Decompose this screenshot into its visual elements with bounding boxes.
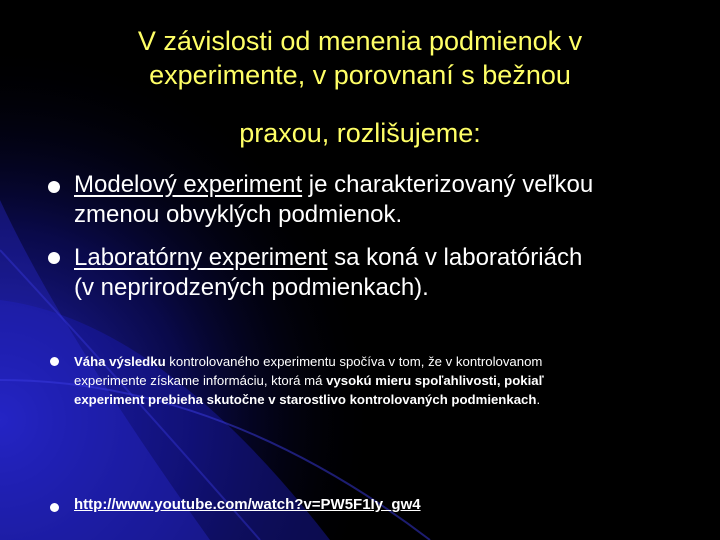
bullet-dot xyxy=(48,252,60,264)
body-text: kontrolovaného experimentu spočíva v tom, že v kontrolovanom xyxy=(165,354,543,369)
title-line-1: V závislosti od menenia podmienok v xyxy=(137,26,583,56)
bold-text: experiment prebieha skutočne v starostlivo kontrolovaných podmienkach xyxy=(74,392,537,407)
bullet-dot xyxy=(50,357,59,366)
body-text: experimente získame informáciu, ktorá má xyxy=(74,373,327,388)
bullet-text: zmenou obvyklých podmienok. xyxy=(74,201,403,228)
term-lab-experiment: Laboratórny experiment xyxy=(74,244,328,271)
body-text: . xyxy=(536,392,541,407)
bullet-text: (v neprirodzených podmienkach). xyxy=(74,274,429,301)
term-model-experiment: Modelový experiment xyxy=(74,171,303,198)
title-line-3: praxou, rozlišujeme: xyxy=(239,118,481,148)
bullet-result-weight xyxy=(74,352,674,409)
bullet-text: je charakterizovaný veľkou xyxy=(302,171,594,198)
bullet-dot xyxy=(48,181,60,193)
bullet-text: sa koná v laboratóriách xyxy=(327,244,583,271)
slide-title xyxy=(40,24,680,92)
youtube-link[interactable]: http://www.youtube.com/watch?v=PW5F1Iy_gw4 xyxy=(74,496,421,513)
bullet-dot xyxy=(50,503,59,512)
bold-text: Váha výsledku xyxy=(74,354,166,369)
bullet-model-experiment xyxy=(74,170,704,230)
title-line-2: experimente, v porovnaní s bežnou xyxy=(149,60,571,90)
bullet-lab-experiment xyxy=(74,243,704,303)
bold-text: vysokú mieru spoľahlivosti, pokiaľ xyxy=(326,373,544,388)
